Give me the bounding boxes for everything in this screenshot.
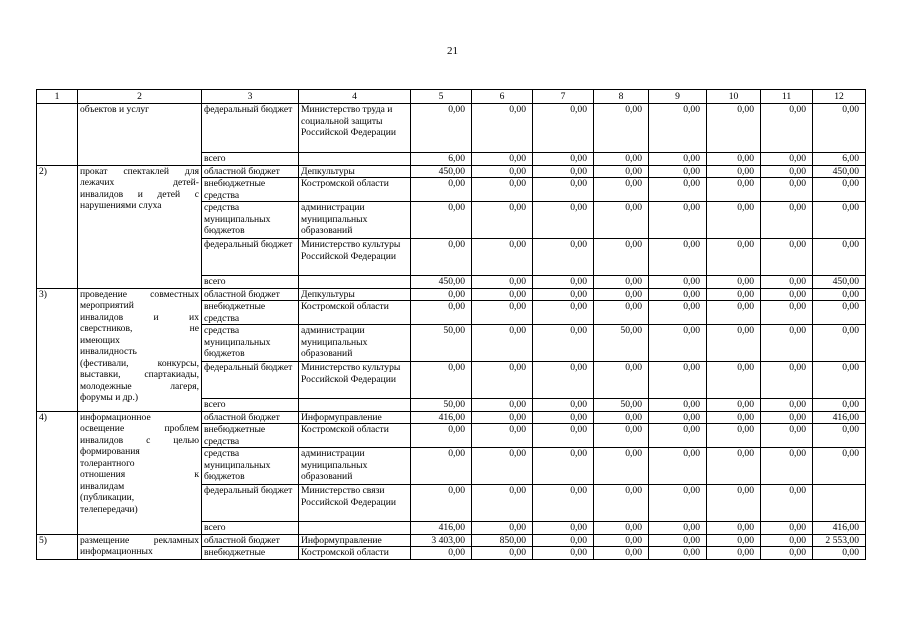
amount-cell: 0,00: [707, 522, 761, 535]
amount-cell: 450,00: [813, 276, 866, 289]
amount-cell: 0,00: [472, 411, 533, 424]
amount-cell: 0,00: [411, 301, 472, 325]
item-name-line: толерантного: [80, 457, 135, 469]
item-name-line: инвалидам: [80, 480, 125, 492]
funding-source: всего: [202, 276, 299, 289]
amount-cell: 0,00: [649, 178, 707, 202]
amount-cell: 0,00: [594, 153, 649, 166]
amount-cell: 0,00: [533, 276, 594, 289]
column-header: 5: [411, 90, 472, 104]
amount-cell: 0,00: [813, 239, 866, 276]
executor: Депкультуры: [299, 288, 411, 301]
item-name-line: выставки, спартакиады,: [80, 369, 199, 380]
table-row: [37, 411, 866, 424]
amount-cell: 0,00: [813, 202, 866, 239]
amount-cell: 0,00: [411, 485, 472, 522]
amount-cell: 0,00: [813, 424, 866, 448]
amount-cell: 0,00: [707, 547, 761, 560]
item-number: [37, 104, 78, 166]
amount-cell: 0,00: [594, 202, 649, 239]
executor: администрации муниципальных образований: [299, 448, 411, 485]
column-header: 9: [649, 90, 707, 104]
amount-cell: 416,00: [813, 522, 866, 535]
item-name: [78, 104, 202, 166]
amount-cell: 0,00: [472, 399, 533, 412]
amount-cell: 50,00: [594, 399, 649, 412]
amount-cell: 0,00: [533, 178, 594, 202]
amount-cell: 0,00: [533, 448, 594, 485]
amount-cell: 0,00: [761, 424, 813, 448]
item-name-line: нарушениями слуха: [80, 200, 162, 211]
funding-source: внебюджетные средства: [202, 178, 299, 202]
funding-source: внебюджетные средства: [202, 301, 299, 325]
funding-source: внебюджетные: [202, 547, 299, 560]
item-name-line: (публикации,: [80, 492, 135, 503]
executor: Костромской области: [299, 301, 411, 325]
amount-cell: 0,00: [472, 104, 533, 153]
item-name-line: инвалидов и детей с: [80, 188, 199, 200]
amount-cell: 0,00: [813, 325, 866, 362]
amount-cell: 450,00: [813, 165, 866, 178]
item-name-line: сверстников, не: [80, 323, 199, 334]
amount-cell: 0,00: [761, 153, 813, 166]
amount-cell: 0,00: [533, 288, 594, 301]
amount-cell: 0,00: [472, 424, 533, 448]
funding-source: областной бюджет: [202, 534, 299, 547]
amount-cell: 0,00: [761, 104, 813, 153]
item-name-line: отношения к: [80, 469, 199, 480]
item-number: 3): [37, 288, 78, 411]
amount-cell: 0,00: [761, 399, 813, 412]
funding-source: внебюджетные средства: [202, 424, 299, 448]
funding-source: всего: [202, 153, 299, 166]
item-number: 5): [37, 534, 78, 559]
amount-cell: 0,00: [594, 165, 649, 178]
amount-cell: 0,00: [649, 411, 707, 424]
amount-cell: 0,00: [813, 547, 866, 560]
table-row: [37, 165, 866, 178]
amount-cell: 0,00: [594, 276, 649, 289]
amount-cell: 0,00: [707, 288, 761, 301]
item-name-line: проведение совместных: [80, 288, 199, 300]
item-name-line: информационных: [80, 546, 153, 557]
amount-cell: 0,00: [761, 522, 813, 535]
item-name-line: формирования: [80, 446, 140, 457]
column-header: 4: [299, 90, 411, 104]
amount-cell: 0,00: [707, 165, 761, 178]
executor: Министерство связи Российской Федерации: [299, 485, 411, 522]
amount-cell: 0,00: [411, 202, 472, 239]
item-name-line: инвалидов с целью: [80, 434, 199, 446]
item-name-line: телепередачи): [80, 503, 138, 515]
column-header: 2: [78, 90, 202, 104]
item-name: [78, 534, 202, 559]
amount-cell: 0,00: [649, 153, 707, 166]
amount-cell: 0,00: [472, 165, 533, 178]
amount-cell: 0,00: [472, 362, 533, 399]
amount-cell: 0,00: [707, 448, 761, 485]
amount-cell: 0,00: [411, 104, 472, 153]
amount-cell: 0,00: [533, 301, 594, 325]
amount-cell: 0,00: [472, 202, 533, 239]
executor: Министерство труда и социальной защиты Российской Федерации: [299, 104, 411, 153]
item-name-line: форумы и др.): [80, 392, 139, 403]
amount-cell: 0,00: [707, 424, 761, 448]
amount-cell: 0,00: [707, 178, 761, 202]
amount-cell: 0,00: [813, 362, 866, 399]
amount-cell: 0,00: [761, 362, 813, 399]
table-header-row: [37, 90, 866, 104]
amount-cell: 0,00: [761, 288, 813, 301]
column-header: 1: [37, 90, 78, 104]
amount-cell: 0,00: [813, 288, 866, 301]
amount-cell: 0,00: [761, 301, 813, 325]
amount-cell: 0,00: [411, 239, 472, 276]
funding-source: федеральный бюджет: [202, 239, 299, 276]
item-number: 4): [37, 411, 78, 534]
amount-cell: 0,00: [472, 325, 533, 362]
executor: [299, 399, 411, 412]
amount-cell: 0,00: [411, 448, 472, 485]
amount-cell: 0,00: [813, 301, 866, 325]
amount-cell: 0,00: [649, 276, 707, 289]
amount-cell: 0,00: [761, 202, 813, 239]
amount-cell: 0,00: [472, 301, 533, 325]
funding-source: средства муниципальных бюджетов: [202, 325, 299, 362]
amount-cell: 0,00: [533, 153, 594, 166]
amount-cell: 0,00: [813, 104, 866, 153]
amount-cell: [813, 485, 866, 522]
amount-cell: 0,00: [761, 485, 813, 522]
amount-cell: 0,00: [594, 301, 649, 325]
item-name-line: освещение проблем: [80, 423, 199, 434]
amount-cell: 0,00: [533, 534, 594, 547]
amount-cell: 2 553,00: [813, 534, 866, 547]
amount-cell: 0,00: [707, 362, 761, 399]
amount-cell: 0,00: [472, 153, 533, 166]
amount-cell: 0,00: [533, 411, 594, 424]
amount-cell: 0,00: [472, 522, 533, 535]
executor: [299, 522, 411, 535]
amount-cell: 0,00: [411, 288, 472, 301]
amount-cell: 6,00: [411, 153, 472, 166]
amount-cell: 0,00: [707, 399, 761, 412]
amount-cell: 0,00: [813, 448, 866, 485]
amount-cell: 0,00: [594, 178, 649, 202]
item-name-line: информационное: [80, 411, 151, 423]
amount-cell: 0,00: [761, 547, 813, 560]
amount-cell: 0,00: [707, 485, 761, 522]
item-name-line: объектов и услуг: [80, 104, 150, 115]
column-header: 6: [472, 90, 533, 104]
amount-cell: 0,00: [707, 534, 761, 547]
amount-cell: 0,00: [649, 165, 707, 178]
item-name-line: мероприятий: [80, 300, 134, 311]
amount-cell: 0,00: [649, 301, 707, 325]
executor: Костромской области: [299, 178, 411, 202]
item-name-line: инвалидов и их: [80, 311, 199, 323]
executor: [299, 276, 411, 289]
amount-cell: 0,00: [761, 276, 813, 289]
funding-source: федеральный бюджет: [202, 485, 299, 522]
item-name-line: прокат спектаклей для: [80, 165, 199, 177]
item-name-line: имеющих: [80, 334, 120, 346]
item-name-line: размещение рекламных: [80, 534, 199, 546]
page-number: 21: [447, 45, 458, 57]
amount-cell: 0,00: [594, 411, 649, 424]
amount-cell: 0,00: [472, 288, 533, 301]
amount-cell: 0,00: [649, 448, 707, 485]
amount-cell: 0,00: [533, 522, 594, 535]
amount-cell: 0,00: [472, 448, 533, 485]
amount-cell: 0,00: [411, 362, 472, 399]
amount-cell: 0,00: [411, 547, 472, 560]
column-header: 8: [594, 90, 649, 104]
amount-cell: 416,00: [813, 411, 866, 424]
funding-source: федеральный бюджет: [202, 362, 299, 399]
amount-cell: 0,00: [649, 288, 707, 301]
executor: администрации муниципальных образований: [299, 202, 411, 239]
amount-cell: 0,00: [649, 399, 707, 412]
amount-cell: 0,00: [649, 522, 707, 535]
amount-cell: 0,00: [533, 424, 594, 448]
column-header: 12: [813, 90, 866, 104]
amount-cell: 0,00: [707, 202, 761, 239]
item-name: [78, 288, 202, 411]
executor: Информуправление: [299, 534, 411, 547]
amount-cell: 416,00: [411, 522, 472, 535]
amount-cell: 0,00: [761, 165, 813, 178]
funding-source: средства муниципальных бюджетов: [202, 202, 299, 239]
funding-source: средства муниципальных бюджетов: [202, 448, 299, 485]
amount-cell: 0,00: [533, 362, 594, 399]
amount-cell: 0,00: [707, 153, 761, 166]
amount-cell: 0,00: [649, 104, 707, 153]
amount-cell: 0,00: [533, 325, 594, 362]
amount-cell: 0,00: [813, 399, 866, 412]
amount-cell: 0,00: [594, 239, 649, 276]
item-number: 2): [37, 165, 78, 288]
funding-source: всего: [202, 522, 299, 535]
item-name-line: лежачих детей-: [80, 177, 199, 188]
item-name: [78, 411, 202, 534]
amount-cell: 0,00: [649, 239, 707, 276]
executor: администрации муниципальных образований: [299, 325, 411, 362]
amount-cell: 0,00: [649, 424, 707, 448]
amount-cell: 0,00: [594, 534, 649, 547]
column-header: 7: [533, 90, 594, 104]
amount-cell: 50,00: [411, 399, 472, 412]
amount-cell: 0,00: [813, 178, 866, 202]
amount-cell: 0,00: [649, 202, 707, 239]
funding-source: всего: [202, 399, 299, 412]
amount-cell: 0,00: [649, 362, 707, 399]
amount-cell: 0,00: [594, 424, 649, 448]
amount-cell: 50,00: [411, 325, 472, 362]
amount-cell: 6,00: [813, 153, 866, 166]
amount-cell: 0,00: [533, 485, 594, 522]
amount-cell: 0,00: [472, 547, 533, 560]
executor: Министерство культуры Российской Федерации: [299, 362, 411, 399]
amount-cell: 0,00: [594, 547, 649, 560]
amount-cell: 0,00: [707, 301, 761, 325]
item-name: [78, 165, 202, 288]
column-header: 10: [707, 90, 761, 104]
amount-cell: 0,00: [594, 485, 649, 522]
amount-cell: 0,00: [533, 547, 594, 560]
funding-source: областной бюджет: [202, 165, 299, 178]
amount-cell: 0,00: [707, 276, 761, 289]
amount-cell: 0,00: [472, 239, 533, 276]
amount-cell: 0,00: [533, 399, 594, 412]
amount-cell: 0,00: [594, 448, 649, 485]
executor: Костромской области: [299, 424, 411, 448]
table-row: [37, 288, 866, 301]
amount-cell: 0,00: [594, 362, 649, 399]
amount-cell: 0,00: [533, 104, 594, 153]
item-name-line: (фестивали, конкурсы,: [80, 357, 199, 369]
item-name-line: молодежные лагеря,: [80, 380, 199, 392]
executor: Депкультуры: [299, 165, 411, 178]
amount-cell: 0,00: [472, 485, 533, 522]
amount-cell: 0,00: [707, 239, 761, 276]
amount-cell: 0,00: [594, 288, 649, 301]
amount-cell: 0,00: [649, 547, 707, 560]
amount-cell: 0,00: [649, 325, 707, 362]
amount-cell: 0,00: [594, 104, 649, 153]
amount-cell: 0,00: [707, 411, 761, 424]
amount-cell: 0,00: [761, 325, 813, 362]
amount-cell: 0,00: [533, 165, 594, 178]
amount-cell: 0,00: [411, 424, 472, 448]
funding-source: областной бюджет: [202, 288, 299, 301]
executor: Костромской области: [299, 547, 411, 560]
amount-cell: 450,00: [411, 276, 472, 289]
amount-cell: 0,00: [411, 178, 472, 202]
amount-cell: 0,00: [761, 178, 813, 202]
table-row: [37, 534, 866, 547]
item-name-line: инвалидность: [80, 346, 137, 357]
amount-cell: 0,00: [707, 104, 761, 153]
amount-cell: 0,00: [761, 239, 813, 276]
amount-cell: 0,00: [533, 202, 594, 239]
executor: Информуправление: [299, 411, 411, 424]
funding-source: областной бюджет: [202, 411, 299, 424]
amount-cell: 0,00: [472, 178, 533, 202]
amount-cell: 0,00: [533, 239, 594, 276]
amount-cell: 850,00: [472, 534, 533, 547]
executor: [299, 153, 411, 166]
amount-cell: 0,00: [649, 534, 707, 547]
funding-source: федеральный бюджет: [202, 104, 299, 153]
amount-cell: 0,00: [472, 276, 533, 289]
amount-cell: 0,00: [761, 411, 813, 424]
column-header: 3: [202, 90, 299, 104]
amount-cell: 50,00: [594, 325, 649, 362]
amount-cell: 0,00: [594, 522, 649, 535]
amount-cell: 0,00: [761, 534, 813, 547]
amount-cell: 0,00: [761, 448, 813, 485]
amount-cell: 0,00: [707, 325, 761, 362]
table-row: [37, 104, 866, 153]
amount-cell: 3 403,00: [411, 534, 472, 547]
amount-cell: 450,00: [411, 165, 472, 178]
budget-table: [36, 89, 866, 560]
amount-cell: 416,00: [411, 411, 472, 424]
column-header: 11: [761, 90, 813, 104]
executor: Министерство культуры Российской Федерации: [299, 239, 411, 276]
amount-cell: 0,00: [649, 485, 707, 522]
